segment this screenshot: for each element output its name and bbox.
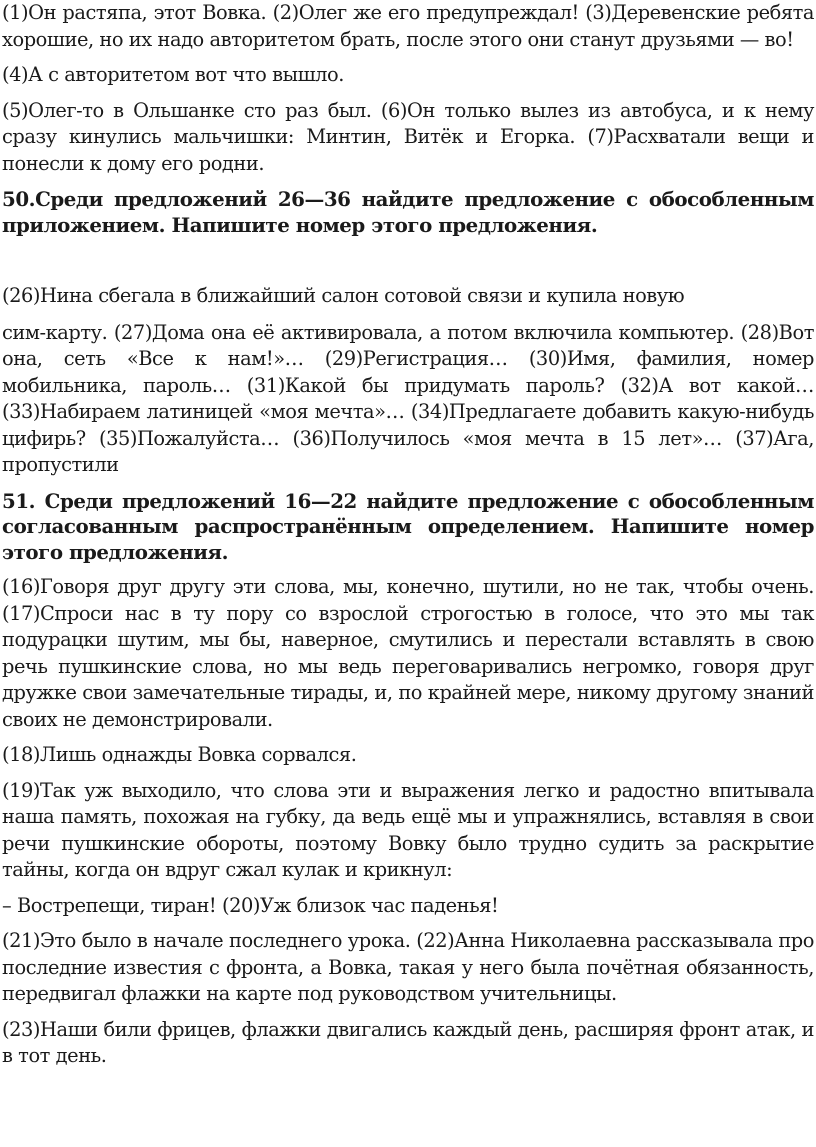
paragraph-27: сим-карту. (27)Дома она её активировала, а потом включила компьютер. (28)Вот она, сеть «Все к нам!»… (29)Регистрация… (30)Имя, фамилия, номер мобильника, пароль… (31)Какой бы придумать пароль? (32)А вот какой… (33)Набираем латиницей «моя мечта»… (34)Предлагаете добавить какую-нибудь цифирь? (35)Пожалуйста… (36)Получилось «моя мечта в 15 лет»… (37)Ага, пропустили	[2, 320, 814, 476]
question-51: 51. Среди предложений 16—22 найдите предложение с обособленным согласованным распространённым определением. Напишите номер этого предложения.	[2, 488, 814, 564]
question-50: 50.Среди предложений 26—36 найдите предложение с обособленным приложением. Напишите номер этого предложения.	[2, 187, 814, 237]
paragraph-1: (1)Он растяпа, этот Вовка. (2)Олег же его предупреждал! (3)Деревенские ребята хорошие, но их надо авторитетом брать, после этого они станут друзьями — во!	[2, 1, 814, 51]
paragraph-21: (21)Это было в начале последнего урока. (22)Анна Николаевна рассказывала про последние известия с фронта, а Вовка, такая у него была почётная обязанность, передвигал флажки на карте под руководством учительницы.	[2, 929, 814, 1005]
paragraph-26: (26)Нина сбегала в ближайший салон сотовой связи и купила новую	[2, 284, 685, 307]
paragraph-18: (18)Лишь однажды Вовка сорвался.	[2, 743, 357, 766]
paragraph-19-quote: – Вострепещи, тиран! (20)Уж близок час паденья!	[2, 893, 499, 917]
paragraph-5: (5)Олег-то в Ольшанке сто раз был. (6)Он только вылез из автобуса, и к нему сразу кинулись мальчишки: Минтин, Витёк и Егорка. (7)Расхватали вещи и понесли к дому его родни.	[2, 98, 814, 175]
paragraph-23: (23)Наши били фрицев, флажки двигались каждый день, расширяя фронт атак, и в тот день.	[2, 1017, 814, 1067]
paragraph-4: (4)А с авторитетом вот что вышло.	[2, 63, 344, 86]
document-page	[2, 0, 814, 1070]
paragraph-19: (19)Так уж выходило, что слова эти и выражения легко и радостно впитывала наша память, похожая на губку, да ведь ещё мы и упражнялись, вставляя в свои речи пушкинские обороты, поэтому Вовку было трудно судить за раскрытие тайны, когда он вдруг сжал кулак и крикнул:	[2, 778, 814, 881]
paragraph-16: (16)Говоря друг другу эти слова, мы, конечно, шутили, но не так, чтобы очень. (17)Спроси нас в ту пору со взрослой строгостью в голосе, что это мы так подурацки шутим, мы бы, наверное, смутились и перестали вставлять в свою речь пушкинские слова, но мы ведь переговаривались негромко, говоря друг дружке свои замечательные тирады, и, по крайней мере, никому другому знаний своих не демонстрировали.	[2, 575, 814, 731]
